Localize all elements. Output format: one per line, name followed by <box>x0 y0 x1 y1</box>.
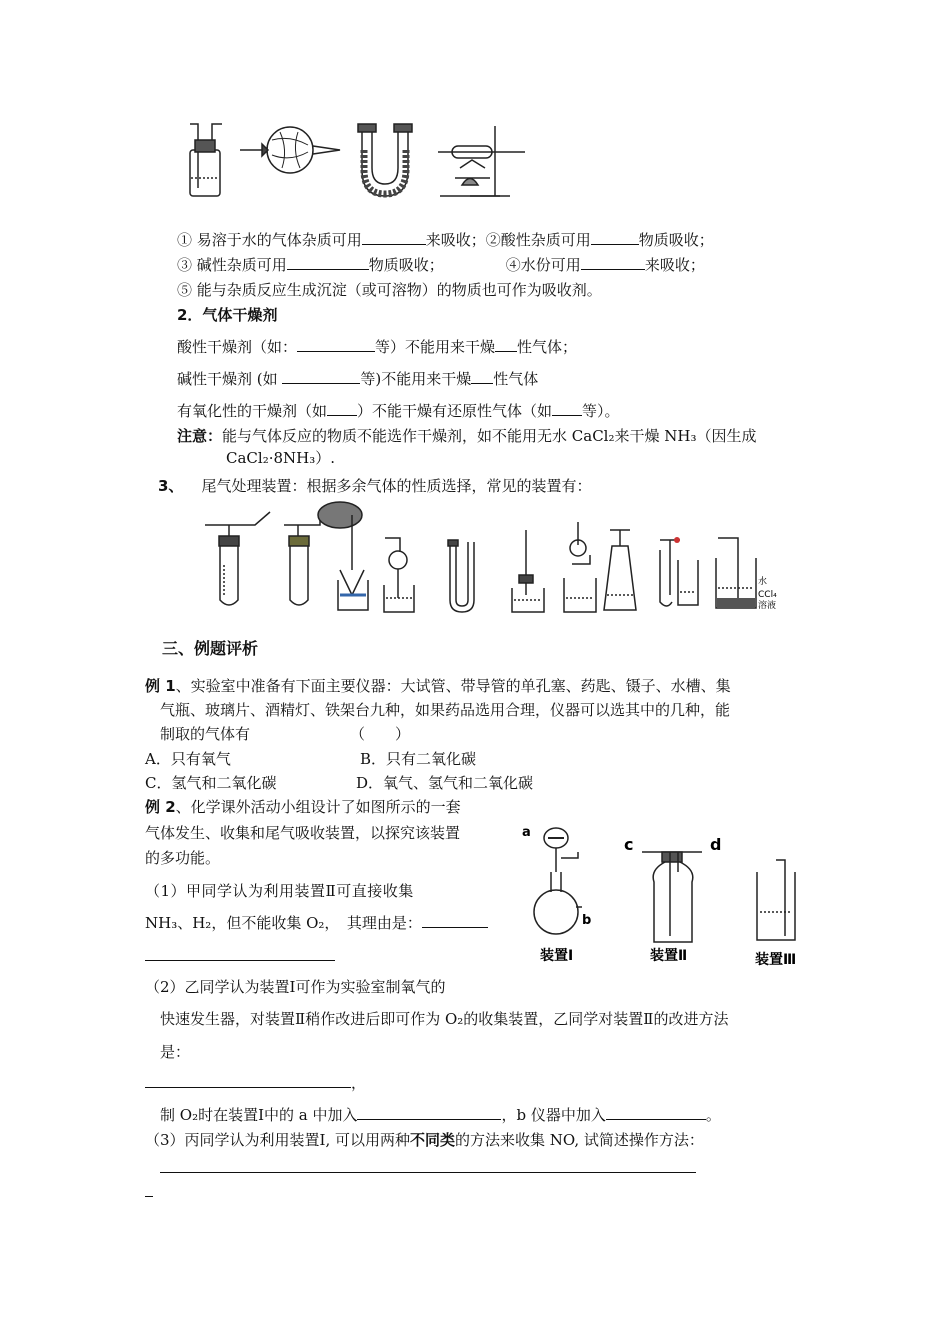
tail-heading: 3、 尾气处理装置：根据多余气体的性质选择，常见的装置有： <box>158 477 592 495</box>
label-solution: 溶液 <box>758 601 777 611</box>
ex1-line-3: 制取的气体有 （ ） <box>160 725 411 743</box>
wash-bottle-icon <box>190 124 222 196</box>
absorb-apparatus-figure <box>0 0 950 220</box>
answer-blank[interactable] <box>297 337 375 352</box>
test-tube-clamp-icon <box>205 512 270 605</box>
answer-blank[interactable] <box>287 255 369 270</box>
inverted-tube-trough-icon <box>512 530 544 612</box>
double-tube-icon <box>660 537 698 606</box>
beaker-ccl4-icon <box>716 538 756 608</box>
ex2-q2-line-2: 快速发生器，对装置Ⅱ稍作改进后即可作为 O₂的收集装置，乙同学对装置Ⅱ的改进方法 <box>160 1010 729 1028</box>
ex2-line-3: 的多功能。 <box>145 849 221 867</box>
dry-oxidizer-line: 有氧化性的干燥剂（如 ）不能干燥有还原性气体（如 等）。 <box>177 402 620 420</box>
device-3-label: 装置Ⅲ <box>755 952 797 968</box>
tail-gas-apparatus-figure <box>0 500 950 620</box>
ex1-option-a[interactable]: A．只有氧气 <box>145 750 231 768</box>
ex2-q2-line-3: 是： <box>160 1043 191 1061</box>
heated-tube-stand-icon <box>438 126 525 196</box>
ex1-line-1: 例 1、实验室中准备有下面主要仪器：大试管、带导管的单孔塞、药匙、镊子、水槽、集 <box>145 677 731 695</box>
answer-blank[interactable] <box>145 946 335 961</box>
absorb-line-3: ⑤ 能与杂质反应生成沉淀（或可溶物）的物质也可作为吸收剂。 <box>177 281 602 299</box>
bulb-beaker-icon <box>384 538 414 612</box>
answer-blank[interactable] <box>357 1105 501 1120</box>
absorb-line-1: ① 易溶于水的气体杂质可用 来吸收；②酸性杂质可用 物质吸收； <box>177 231 714 249</box>
ex1-option-c[interactable]: C．氢气和二氧化碳 <box>145 774 277 792</box>
dry-note-cont: CaCl₂·8NH₃）. <box>226 449 336 467</box>
fig-label-d: d <box>710 835 722 854</box>
funnel-beaker-icon <box>338 515 368 610</box>
dry-base-line: 碱性干燥剂 (如 等)不能用来干燥 性气体 <box>177 370 539 388</box>
dry-note: 注意：能与气体反应的物质不能选作干燥剂，如不能用无水 CaCl₂来干燥 NH₃（因生成 <box>177 427 757 445</box>
ex2-line-1: 例 2、化学课外活动小组设计了如图所示的一套 <box>145 798 461 816</box>
device-1-label: 装置Ⅰ <box>540 948 574 964</box>
device-3-beaker-icon <box>757 860 795 940</box>
ex2-line-2: 气体发生、收集和尾气吸收装置，以探究该装置 <box>145 824 461 842</box>
answer-blank[interactable] <box>282 369 360 384</box>
u-tube-gas-icon <box>448 540 474 612</box>
ex2-q2-line-5: 制 O₂时在装置Ⅰ中的 a 中加入 ，b 仪器中加入 。 <box>160 1106 721 1124</box>
device-1-flask-icon <box>534 828 582 934</box>
ex1-option-d[interactable]: D．氧气、氢气和二氧化碳 <box>356 774 534 792</box>
fig-label-b: b <box>582 913 592 928</box>
answer-blank[interactable] <box>160 1158 696 1173</box>
ex1-line-2: 气瓶、玻璃片、酒精灯、铁架台九种，如果药品选用合理，仪器可以选其中的几种，能 <box>160 701 731 719</box>
device-figure <box>520 812 820 972</box>
ex2-q1-line-2: NH₃、H₂，但不能收集 O₂， 其理由是： <box>145 912 488 933</box>
answer-blank[interactable] <box>145 1182 153 1197</box>
ex2-q2-blank-line: ， <box>145 1072 366 1093</box>
conical-flask-icon <box>604 530 636 610</box>
label-water: 水 <box>758 577 768 587</box>
ex1-option-b[interactable]: B．只有二氧化碳 <box>360 750 477 768</box>
answer-blank[interactable] <box>591 230 639 245</box>
answer-blank[interactable] <box>145 1073 351 1088</box>
ex2-q3-blank-2 <box>145 1182 153 1201</box>
device-2-bottle-icon <box>642 852 702 942</box>
dry-acid-line: 酸性干燥剂（如： 等）不能用来干燥 性气体； <box>177 338 578 356</box>
ex2-q1-line-1: （1）甲同学认为利用装置Ⅱ可直接收集 <box>145 882 414 900</box>
device-2-label: 装置Ⅱ <box>650 948 688 964</box>
answer-blank[interactable] <box>471 369 493 384</box>
answer-blank[interactable] <box>552 401 582 416</box>
answer-blank[interactable] <box>606 1105 706 1120</box>
ex2-q3-blank <box>160 1158 696 1177</box>
label-ccl4: CCl₄ <box>758 590 777 600</box>
drying-tube-icon <box>240 127 340 173</box>
answer-blank[interactable] <box>362 230 426 245</box>
fig-label-c: c <box>624 835 634 854</box>
section-title: 三、例题评析 <box>162 639 259 658</box>
dry-heading: 2．气体干燥剂 <box>177 306 278 324</box>
answer-blank[interactable] <box>422 913 488 928</box>
ex2-q1-blank <box>145 946 335 965</box>
absorb-line-2: ③ 碱性杂质可用 物质吸收； ④水份可用 来吸收； <box>177 256 705 274</box>
u-tube-icon <box>358 124 412 196</box>
answer-blank[interactable] <box>495 337 517 352</box>
answer-blank[interactable] <box>581 255 645 270</box>
answer-blank[interactable] <box>327 401 357 416</box>
ex2-q2-line-1: （2）乙同学认为装置Ⅰ可作为实验室制氧气的 <box>145 978 446 996</box>
fig-label-a: a <box>522 825 531 840</box>
ex2-q3-line: （3）丙同学认为利用装置Ⅰ, 可以用两种不同类的方法来收集 NO, 试简述操作方法： <box>145 1131 704 1149</box>
funnel-bulb-icon <box>564 522 596 612</box>
balloon-tube-icon <box>284 502 362 605</box>
